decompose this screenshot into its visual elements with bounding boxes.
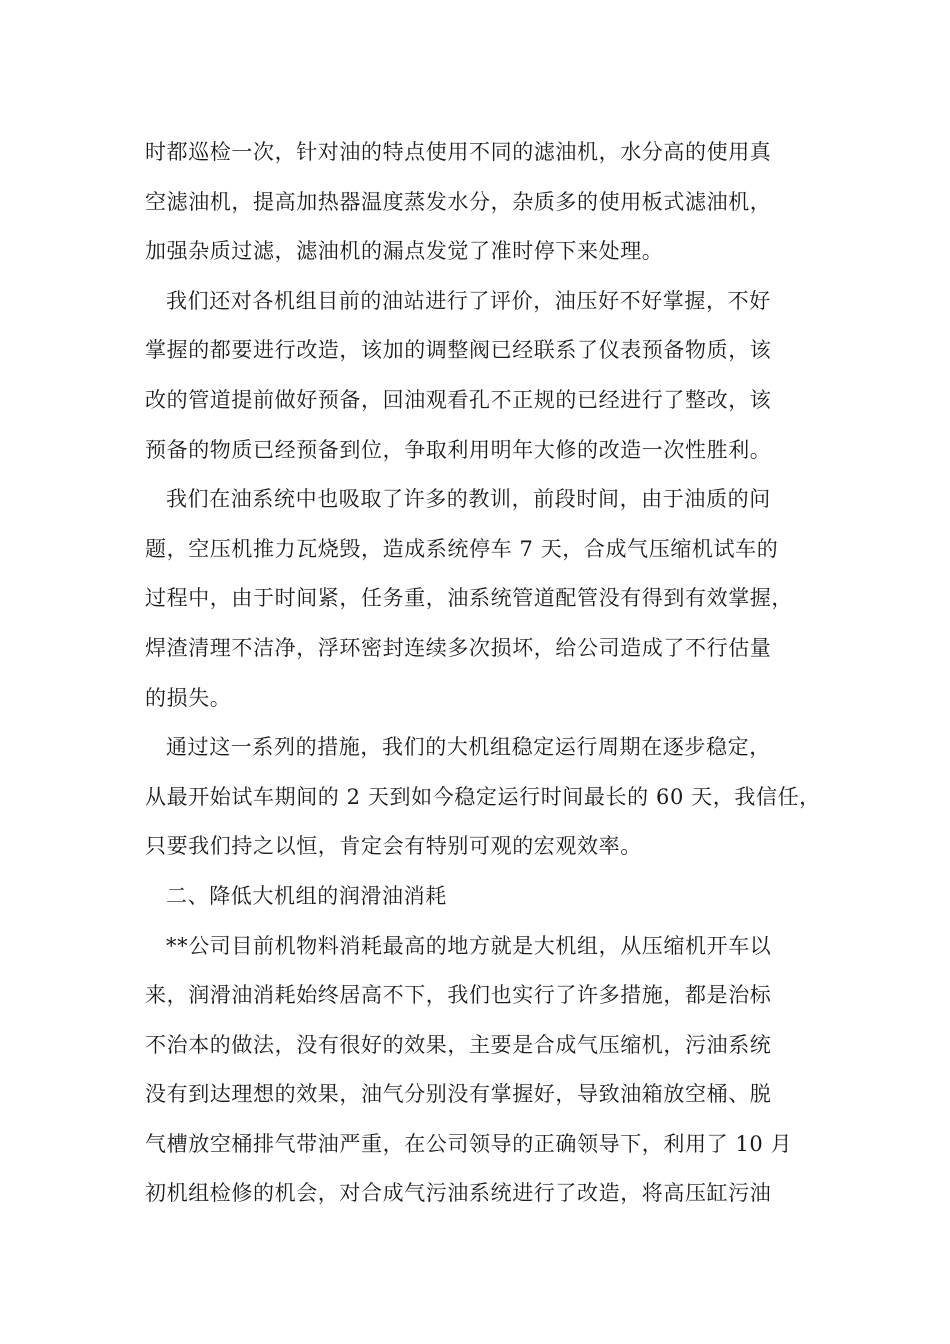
text-line: 不治本的做法，没有很好的效果，主要是合成气压缩机，污油系统	[145, 1032, 772, 1057]
text-line: 焊渣清理不洁净，浮环密封连续多次损坏，给公司造成了不行估量	[145, 635, 772, 660]
text-line: 气槽放空桶排气带油严重，在公司领导的正确领导下，利用了 10 月	[145, 1131, 793, 1156]
text-line: 空滤油机，提高加热器温度蒸发水分，杂质多的使用板式滤油机，	[145, 189, 772, 214]
text-line: 题，空压机推力瓦烧毁，造成系统停车 7 天，合成气压缩机试车的	[145, 536, 779, 561]
text-line: 加强杂质过滤，滤油机的漏点发觉了准时停下来处理。	[145, 239, 664, 264]
text-line: 改的管道提前做好预备，回油观看孔不正规的已经进行了整改，该	[145, 387, 772, 412]
text-line: 过程中，由于时间紧，任务重，油系统管道配管没有得到有效掌握，	[145, 586, 793, 611]
body-text	[145, 128, 821, 1219]
text-line: 时都巡检一次，针对油的特点使用不同的滤油机，水分高的使用真	[145, 140, 772, 164]
section-heading: 二、降低大机组的润滑油消耗	[166, 883, 447, 908]
text-line: 初机组检修的机会，对合成气污油系统进行了改造，将高压缸污油	[145, 1181, 772, 1206]
text-line: 没有到达理想的效果，油气分别没有掌握好，导致油箱放空桶、脱	[145, 1082, 772, 1107]
text-line: 我们在油系统中也吸取了许多的教训，前段时间，由于油质的问	[166, 487, 771, 512]
text-line: 我们还对各机组目前的油站进行了评价，油压好不好掌握，不好	[166, 288, 771, 313]
text-line: 从最开始试车期间的 2 天到如今稳定运行时间最长的 60 天，我信任，	[145, 784, 821, 809]
text-line: 预备的物质已经预备到位，争取利用明年大修的改造一次性胜利。	[145, 437, 772, 462]
text-line: 通过这一系列的措施，我们的大机组稳定运行周期在逐步稳定，	[166, 735, 771, 760]
text-line: 来，润滑油消耗始终居高不下，我们也实行了许多措施，都是治标	[145, 983, 772, 1008]
text-line: **公司目前机物料消耗最高的地方就是大机组，从压缩机开车以	[166, 933, 772, 958]
text-line: 掌握的都要进行改造，该加的调整阀已经联系了仪表预备物质，该	[145, 338, 772, 363]
text-line: 只要我们持之以恒，肯定会有特别可观的宏观效率。	[145, 834, 642, 859]
text-line: 的损失。	[145, 685, 232, 710]
